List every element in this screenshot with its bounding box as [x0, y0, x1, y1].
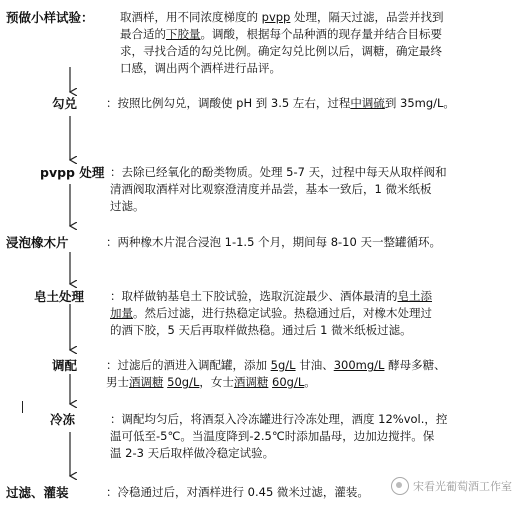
step-text-freezing [110, 411, 515, 462]
text-segment: 处理，隔天过滤，品尝并找到 [290, 10, 444, 24]
text-segment: 。调酸，根据每个品种酒的现存量并结合目标要 [200, 27, 442, 41]
underlined-text: 60g/L [272, 375, 305, 389]
text-segment: 口感，调出两个酒样进行品评。 [120, 61, 281, 75]
text-segment: 。 [304, 375, 316, 389]
step-text-pvpp [110, 164, 515, 215]
text-line [110, 322, 515, 339]
step-label-adjust: 调配 [52, 358, 78, 373]
step-label-pvpp: pvpp 处理 [40, 165, 105, 180]
text-line [110, 198, 515, 215]
step-text-adjust [106, 357, 516, 391]
text-segment: ：两种橡木片混合浸泡 1-1.5 个月，期间每 8-10 天一整罐循环。 [106, 235, 441, 249]
text-line [106, 234, 516, 251]
text-line [120, 9, 515, 26]
underlined-text: 酒调糖 [129, 375, 164, 389]
text-line [110, 288, 515, 305]
text-line [106, 357, 516, 374]
underlined-text: 酒调糖 [233, 375, 269, 389]
text-line [120, 43, 515, 60]
text-segment: 过滤。 [110, 199, 145, 213]
text-line [106, 374, 516, 391]
step-label-oak-chips: 浸泡橡木片 [6, 235, 69, 250]
underlined-text: 加量 [110, 306, 133, 320]
step-label-presample: 预做小样试验： [6, 10, 94, 25]
text-segment: 清酒阀取酒样对比观察澄清度并品尝，基本一致后，1 微米纸板 [110, 182, 432, 196]
step-label-blending: 勾兑 [52, 96, 78, 111]
text-segment: 取酒样，用不同浓度梯度的 [120, 10, 262, 24]
text-segment: 温可低至-5℃。当温度降到-2.5℃时添加晶母，边加边搅拌。保 [110, 429, 435, 443]
underlined-text: 中调硫 [350, 96, 385, 110]
text-segment: 甘油、 [295, 358, 334, 372]
text-line [110, 428, 515, 445]
step-text-presample [120, 9, 515, 77]
text-segment: ：调配均匀后，将酒泵入冷冻罐进行冷冻处理，酒度 12%vol.，控 [110, 412, 448, 426]
text-segment: ，女士 [199, 375, 234, 389]
underlined-text: 下胶量 [166, 27, 201, 41]
text-segment: 男士 [106, 375, 129, 389]
underlined-text: 皂土添 [397, 289, 432, 303]
text-segment: 酵母多糖、 [384, 358, 446, 372]
step-text-blending [106, 95, 516, 112]
text-segment: 求，寻找合适的勾兑比例。确定勾兑比例以后，调糖，确定最终 [120, 44, 442, 58]
text-line [110, 181, 515, 198]
step-text-oak-chips [106, 234, 516, 251]
text-line [110, 411, 515, 428]
text-segment: 的酒下胶，5 天后再取样做热稳。通过后 1 微米纸板过滤。 [110, 323, 412, 337]
underlined-text: 300mg/L [333, 358, 385, 372]
text-line [120, 26, 515, 43]
text-segment: 温 2-3 天后取样做冷稳定试验。 [110, 446, 275, 460]
step-label-freezing: 冷冻 [50, 412, 76, 427]
text-line [106, 95, 516, 112]
text-segment: ：冷稳通过后，对酒样进行 0.45 微米过滤，灌装。 [106, 485, 369, 499]
underlined-text: 50g/L [167, 375, 200, 389]
step-text-bentonite [110, 288, 515, 339]
text-segment: ：过滤后的酒进入调配罐，添加 [106, 358, 271, 372]
text-line [110, 305, 515, 322]
watermark [391, 477, 512, 495]
text-line [110, 164, 515, 181]
underlined-text: pvpp [261, 10, 291, 24]
text-segment: ：按照比例勾兑，调酸使 pH 到 3.5 左右，过程 [106, 96, 351, 110]
step-label-filter-bottle: 过滤、灌装 [6, 485, 69, 500]
step-label-bentonite: 皂土处理 [34, 289, 85, 304]
text-segment: 。然后过滤，进行热稳定试验。热稳通过后，对橡木处理过 [133, 306, 432, 320]
watermark-text: 宋看光葡萄酒工作室 [413, 480, 512, 493]
text-line [110, 445, 515, 462]
text-cursor [22, 401, 23, 413]
text-line [120, 60, 515, 77]
underlined-text: 5g/L [270, 358, 296, 372]
text-segment: 最合适的 [120, 27, 166, 41]
text-segment: ：去除已经氧化的酚类物质。处理 5-7 天，过程中每天从取样阀和 [110, 165, 447, 179]
text-segment: 到 35mg/L。 [384, 96, 455, 110]
text-segment: ：取样做钠基皂土下胶试验，选取沉淀最少、酒体最清的 [110, 289, 398, 303]
wechat-logo-icon [391, 477, 409, 495]
